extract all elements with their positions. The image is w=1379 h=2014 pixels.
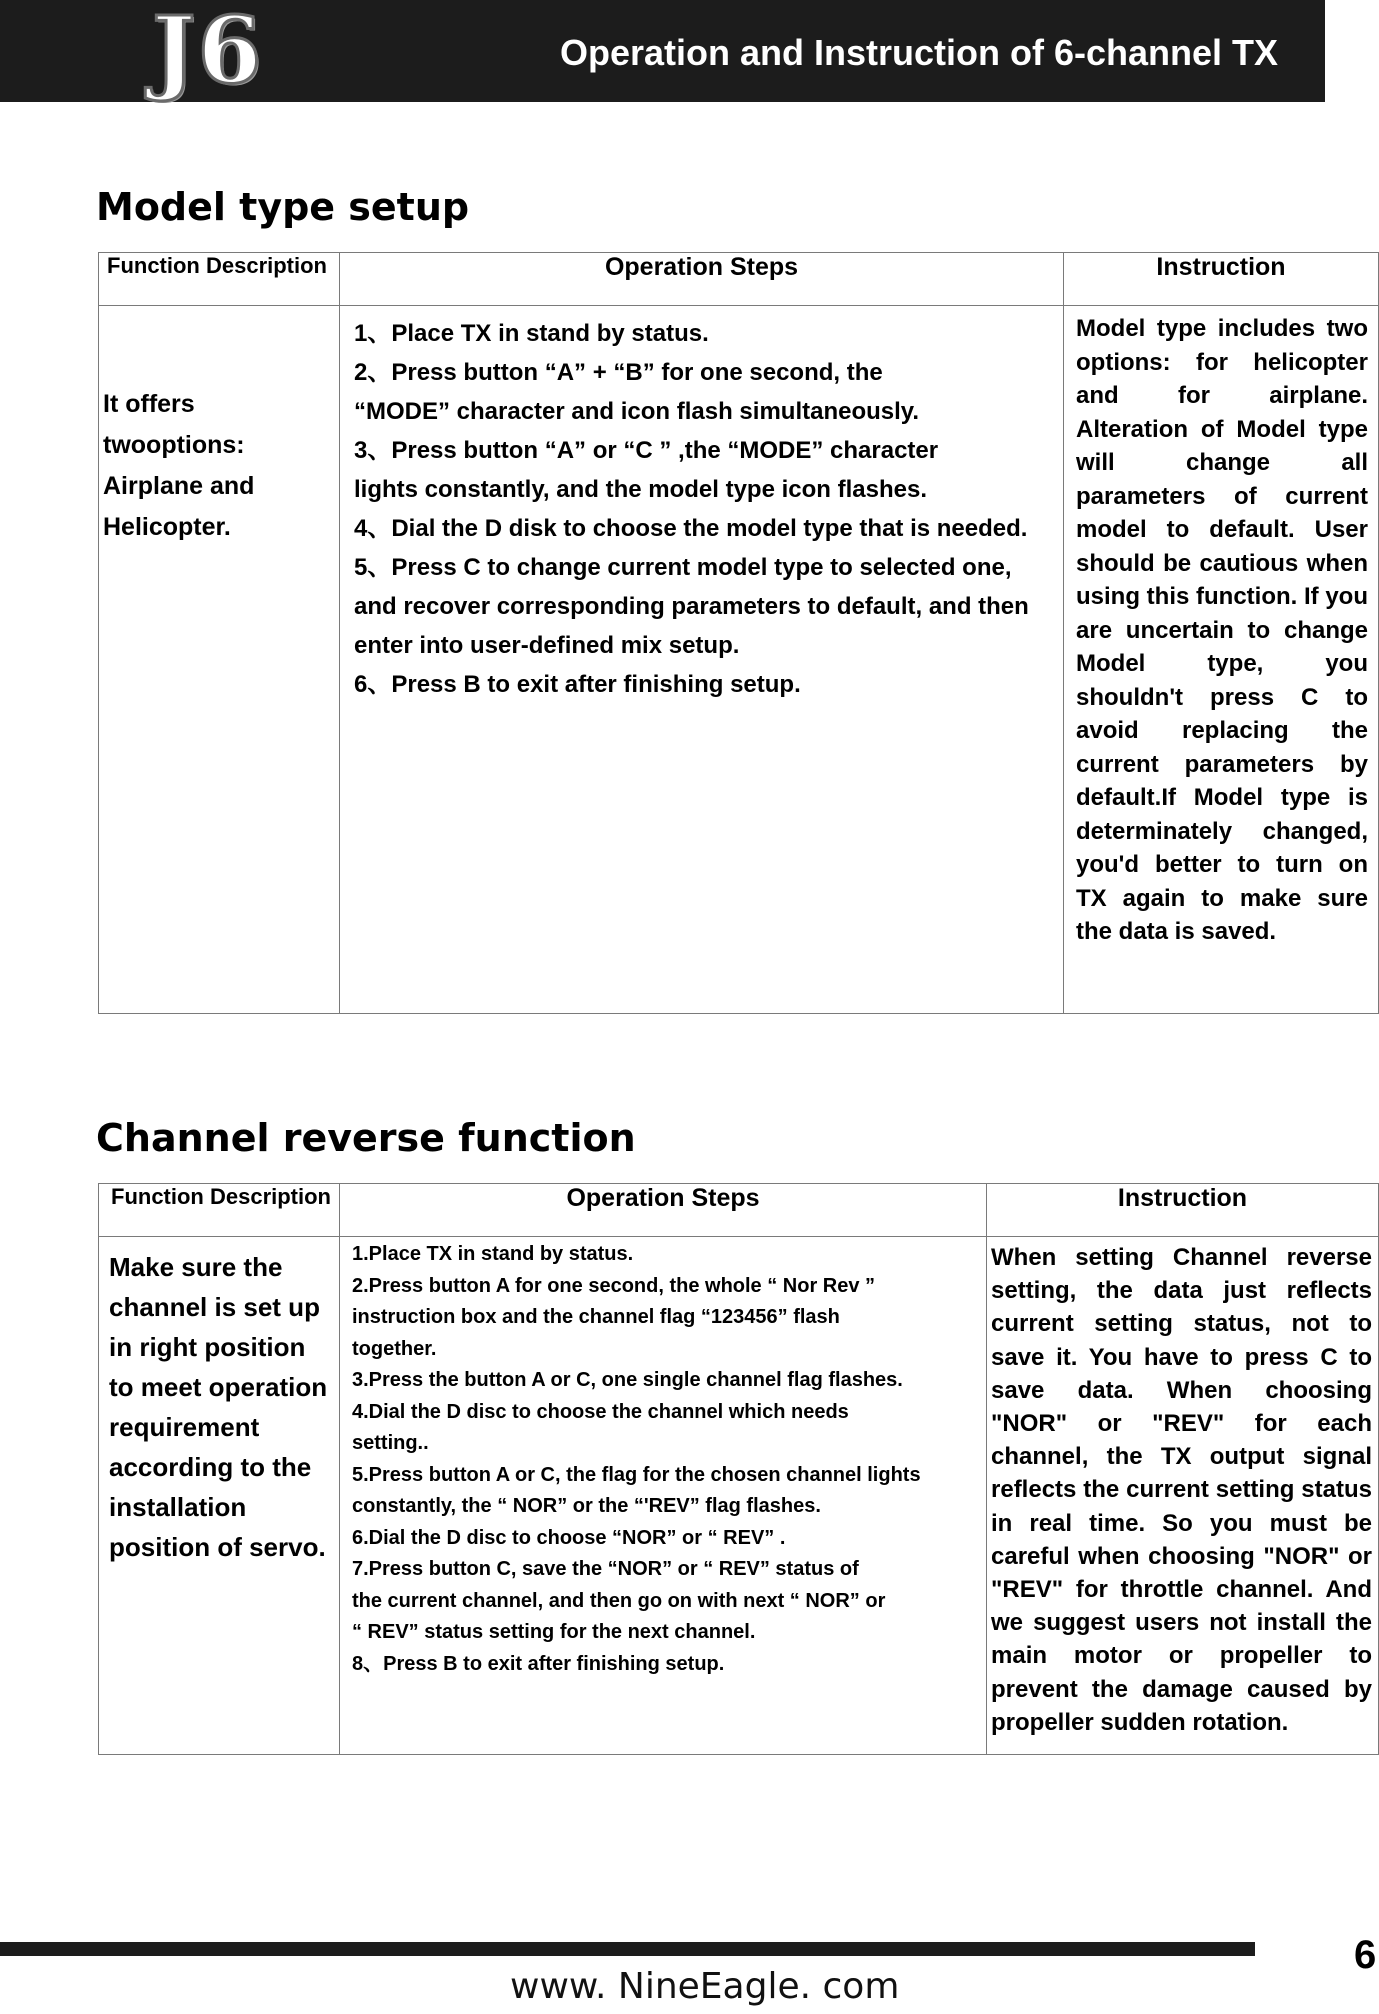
instruction-text: Model type includes two options: for helicopter and for airplane. Alteration of Model type will change all parameters of current model to default. User should be cautious when using this function. If you are uncertain to change Model type, you shouldn't press C to avoid replacing the current parameters by default.If Model type is determinately changed, you'd better to turn on TX again to make sure the data is saved. [1076,315,1368,945]
operation-steps-cell [340,1237,987,1755]
step-line: 8、Press B to exit after finishing setup. [352,1652,725,1675]
column-header-instruction: Instruction [1064,253,1379,306]
step-line: 1.Place TX in stand by status. [352,1243,634,1265]
step-line: “ REV” status setting for the next channel. [352,1621,756,1643]
step-line: 5、Press C to change current model type to selected one, [354,554,1012,581]
step-line: 3.Press the button A or C, one single channel flag flashes. [352,1369,903,1391]
function-line: requirement [109,1412,260,1442]
column-header-function: Function Description [99,253,340,306]
channel-reverse-table [98,1183,1379,1755]
step-line: instruction box and the channel flag “123456” flash [352,1306,840,1328]
column-header-instruction: Instruction [987,1184,1379,1237]
j6-logo: J6 [152,0,264,104]
header-title: Operation and Instruction of 6-channel TX [560,32,1279,73]
section-title-model-type: Model type setup [96,185,470,229]
column-header-steps: Operation Steps [340,253,1064,306]
step-line: 4.Dial the D disc to choose the channel which needs [352,1400,849,1423]
function-line: Make sure the [109,1252,283,1282]
instruction-cell [1064,306,1379,1014]
step-line: 2、Press button “A” + “B” for one second, the [354,359,883,386]
step-line: constantly, the “ NOR” or the “'REV” flag flashes. [352,1495,821,1517]
function-description-cell [99,1237,340,1755]
function-line: according to the [109,1452,312,1482]
function-line: It offers twooptions: [103,390,245,459]
step-line: 6.Dial the D disc to choose “NOR” or “ REV” . [352,1526,786,1549]
operation-steps-cell [340,306,1064,1014]
step-line: 3、Press button “A” or “C ” ,the “MODE” character [354,437,939,464]
function-line: Airplane and [103,472,255,500]
section-title-channel-reverse: Channel reverse function [96,1116,636,1160]
step-line: 1、Place TX in stand by status. [354,320,709,347]
page-number: 6 [1354,1933,1377,1977]
step-line: the current channel, and then go on with next “ NOR” or [352,1589,886,1612]
step-line: enter into user-defined mix setup. [354,632,740,659]
website-url: www. NineEagle. com [510,1966,900,2007]
function-description-cell [99,306,340,1014]
function-line: installation [109,1492,247,1522]
step-line: 6、Press B to exit after finishing setup. [354,671,801,698]
function-line: in right position [109,1332,306,1362]
column-header-steps: Operation Steps [340,1184,987,1237]
model-type-table [98,252,1379,1014]
instruction-cell [987,1237,1379,1755]
step-line: together. [352,1337,437,1360]
step-line: “MODE” character and icon flash simultaneously. [354,398,920,425]
header-bar [0,0,1325,102]
function-line: channel is set up [109,1292,320,1322]
function-line: Helicopter. [103,513,231,541]
step-line: lights constantly, and the model type icon flashes. [354,476,927,503]
step-line: 7.Press button C, save the “NOR” or “ REV” status of [352,1558,859,1580]
step-line: setting.. [352,1432,429,1454]
function-line: position of servo. [109,1532,326,1562]
instruction-text: When setting Channel reverse setting, the data just reflects current setting status, not to save it. You have to press C to save data. When choosing "NOR" or "REV" for each channel, the TX output signal reflects the current setting status in real time. So you must be careful when choosing "NOR" or "REV" for throttle channel. And we suggest users not install the main motor or propeller to prevent the damage caused by propeller sudden rotation. [991,1244,1372,1736]
function-line: to meet operation [109,1372,328,1402]
step-line: and recover corresponding parameters to default, and then [354,593,1029,620]
step-line: 4、Dial the D disk to choose the model type that is needed. [354,515,1028,542]
step-line: 2.Press button A for one second, the whole “ Nor Rev ” [352,1274,876,1297]
column-header-function: Function Description [99,1184,340,1237]
footer-bar [0,1942,1255,1956]
step-line: 5.Press button A or C, the flag for the chosen channel lights [352,1463,921,1486]
